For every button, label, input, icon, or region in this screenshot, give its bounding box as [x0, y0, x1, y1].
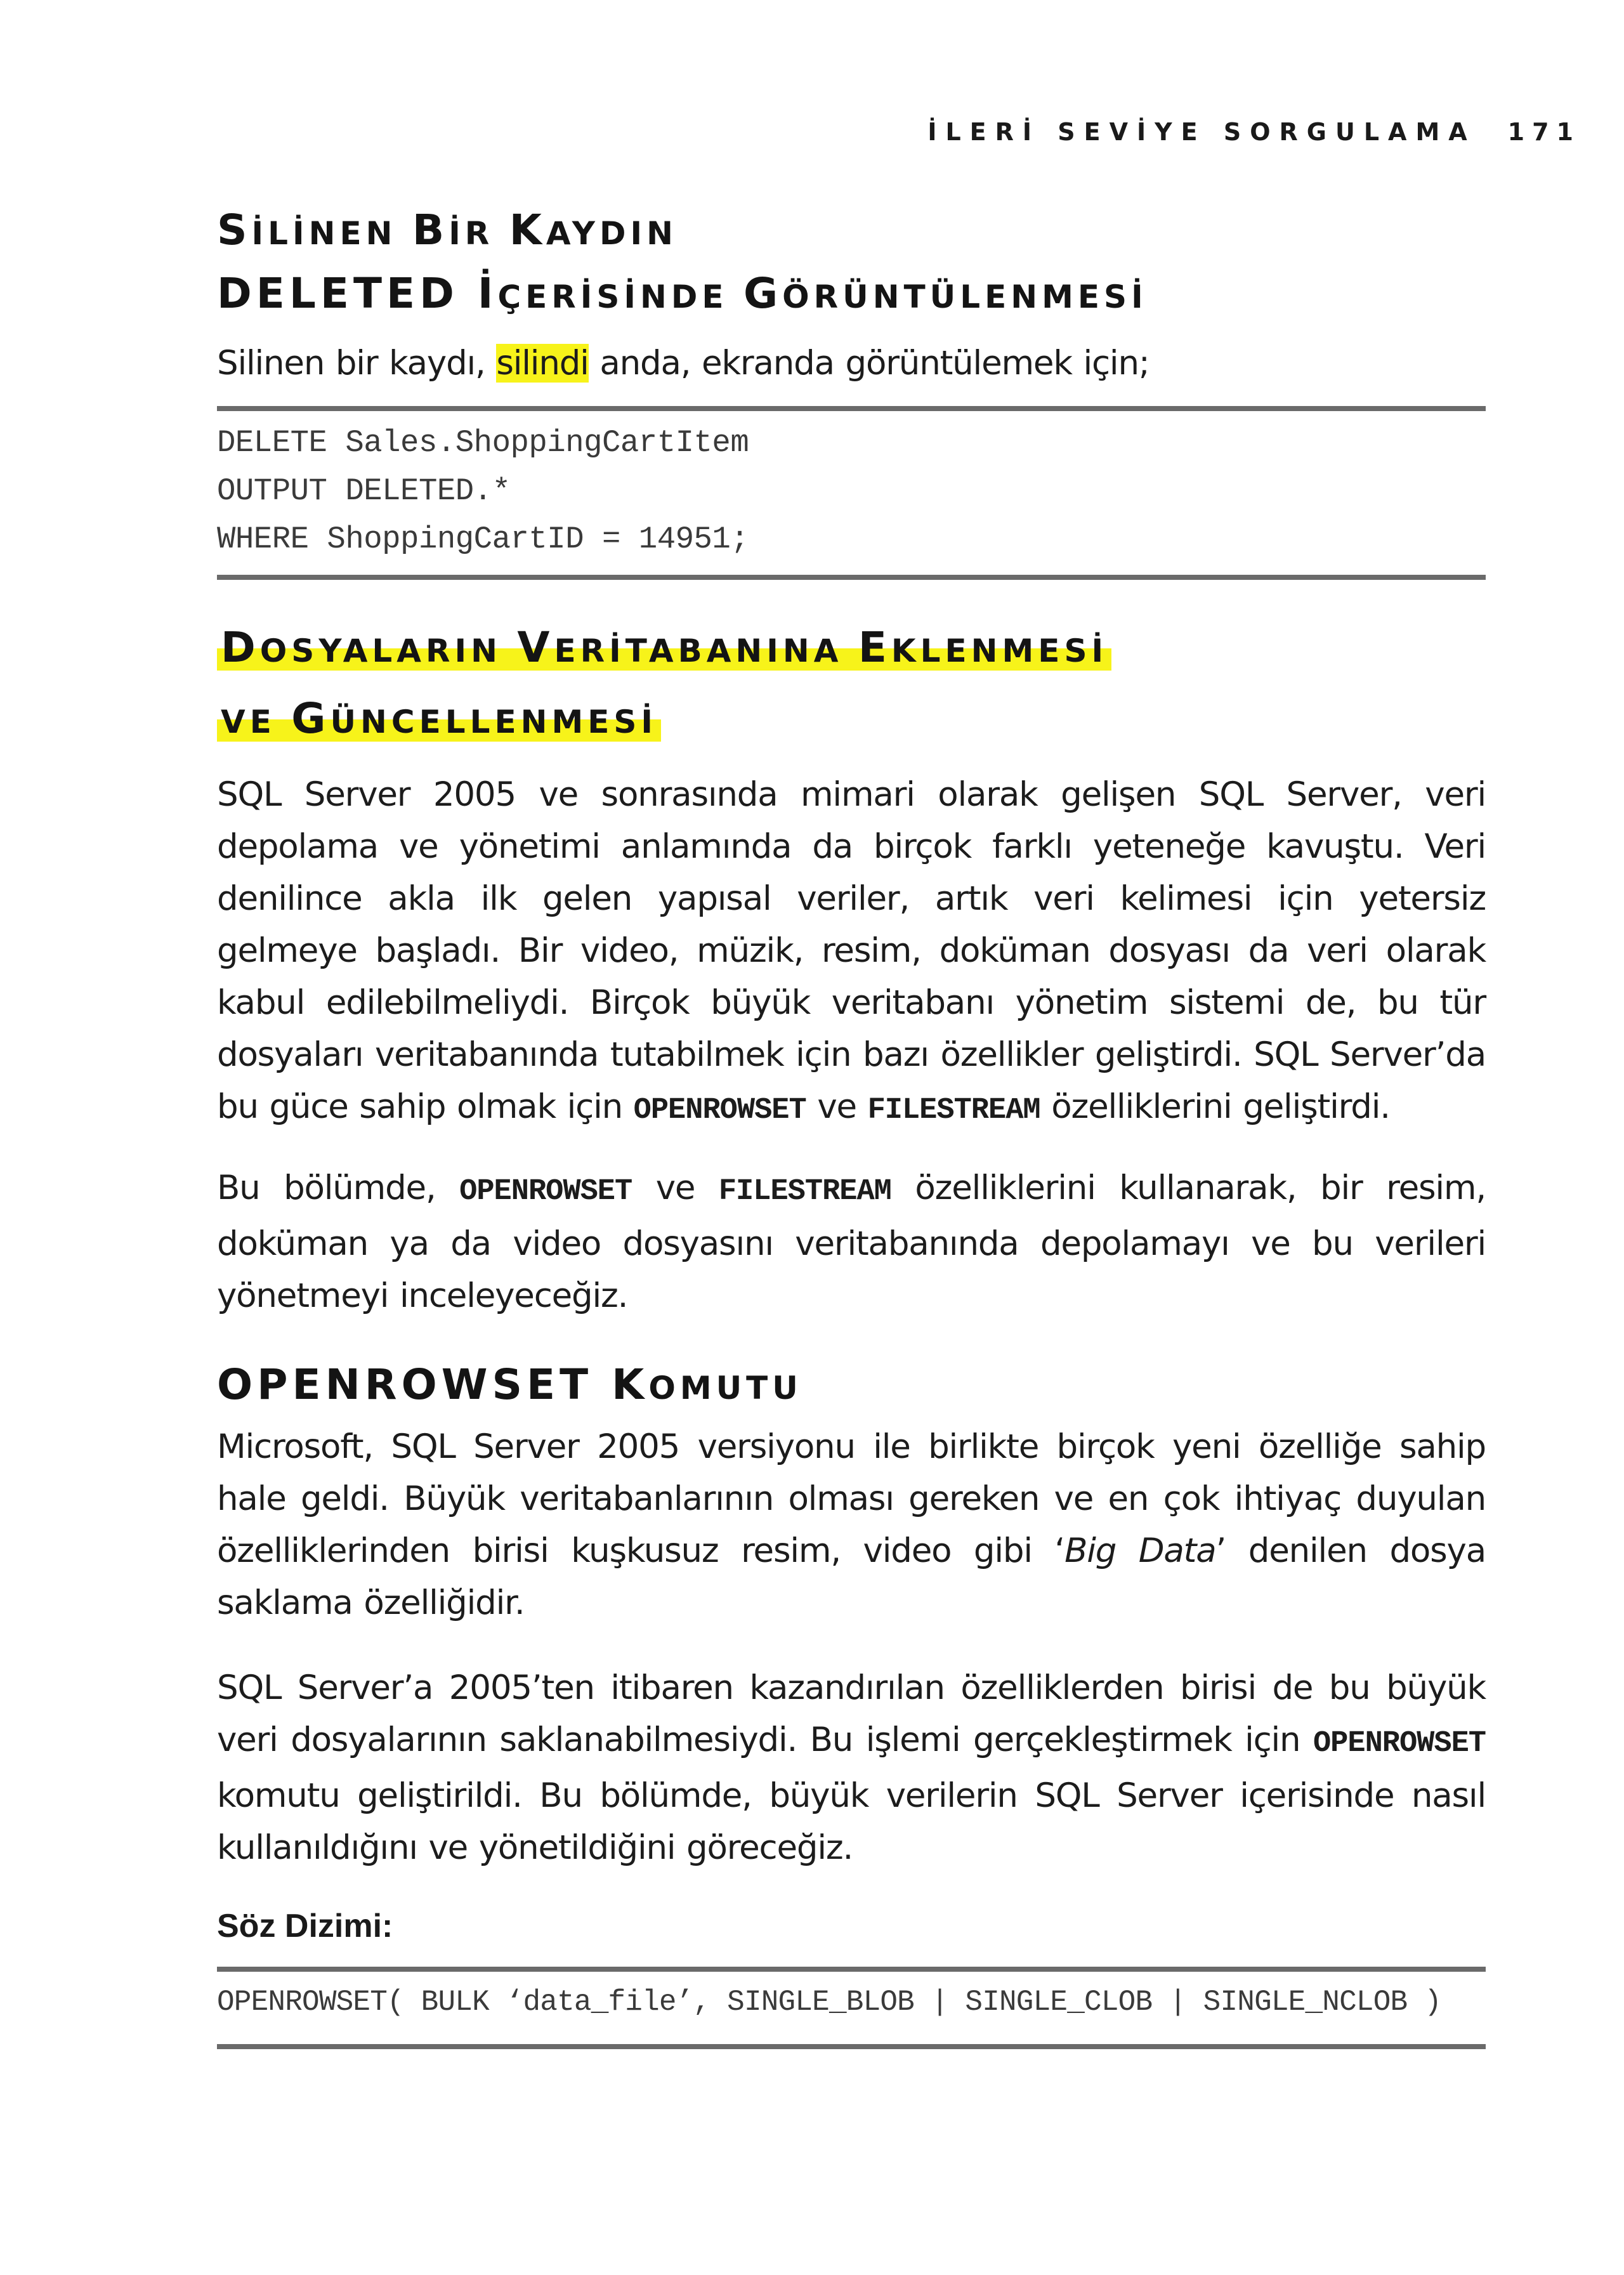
deleted-intro-after: anda, ekranda görüntülemek için; [588, 344, 1149, 383]
deleted-intro [217, 338, 1486, 390]
heading-capital: E [858, 623, 891, 672]
heading-small-caps: AYDIN [546, 215, 678, 252]
openrowset-paragraph-1-start: Microsoft, SQL Server 2005 versiyonu ile birlikte birçok yeni özelliğe sahip hale geldi. Büyük veritabanlarının olması gereken ve en çok ihtiyaç duyulan özelliklerinden birisi kuşkusuz resim, video gibi ‘ [217, 1427, 1486, 1570]
code-block-bottom-rule [217, 575, 1486, 580]
openrowset-paragraph-2 [217, 1662, 1486, 1874]
inline-code-filestream: FILESTREAM [867, 1094, 1040, 1127]
files-paragraph-2-mid: ve [632, 1169, 719, 1207]
running-header [927, 118, 1581, 146]
heading-small-caps: İLİNEN [251, 215, 412, 252]
highlighted-heading-line1 [217, 623, 1111, 672]
heading-small-caps: VE [221, 704, 292, 740]
heading-small-caps: ÇERİSİNDE [497, 279, 743, 315]
heading-small-caps: OMUTU [648, 1370, 802, 1406]
heading-small-caps: İR [449, 215, 509, 252]
syntax-code: OPENROWSET( BULK ‘data_file’, SINGLE_BLOB | SINGLE_CLOB | SINGLE_NCLOB ) [217, 1986, 1441, 2019]
heading-capital: G [291, 694, 331, 743]
heading-capital: DELETED [217, 269, 478, 318]
inline-code-openrowset: OPENROWSET [1313, 1727, 1486, 1760]
openrowset-paragraph-2-end: komutu geliştirildi. Bu bölümde, büyük verilerin SQL Server içerisinde nasıl kullanıldığını ve yönetildiğini göreceğiz. [217, 1776, 1486, 1867]
files-paragraph-2-start: Bu bölümde, [217, 1169, 460, 1207]
heading-small-caps: KLENMESİ [891, 633, 1108, 669]
inline-code-openrowset: OPENROWSET [459, 1175, 632, 1209]
code-line: WHERE ShoppingCartID = 14951; [217, 521, 749, 557]
openrowset-paragraph-1-end: ’ denilen dosya saklama özelliğidir. [217, 1531, 1486, 1622]
files-paragraph-2 [217, 1162, 1486, 1322]
heading-capital: V [517, 623, 554, 672]
syntax-block-top-rule [217, 1967, 1486, 1972]
section-heading-files-line1 [217, 623, 1111, 672]
heading-capital: OPENROWSET [217, 1360, 612, 1409]
section-heading-deleted-line1 [217, 206, 678, 254]
openrowset-paragraph-2-start: SQL Server’a 2005’ten itibaren kazandırılan özelliklerden birisi de bu büyük veri dosyalarının saklanabilmesiydi. Bu işlemi gerçekleştirmek için [217, 1669, 1486, 1759]
highlighted-word: silindi [496, 344, 589, 383]
files-paragraph-1-text: SQL Server 2005 ve sonrasında mimari olarak gelişen SQL Server, veri depolama ve yönetimi anlamında da birçok farklı yeteneğe kavuştu. Veri denilince akla ilk gelen yapısal veriler, artık veri kelimesi için yetersiz gelmeye başladı. Bir video, müzik, resim, doküman dosyası da veri olarak kabul edilebilmeliydi. Birçok büyük veritabanı yönetim sistemi de, bu tür dosyaları veritabanında tutabilmek için bazı özellikler geliştirdi. SQL Server’da bu güce sahip olmak için [217, 775, 1486, 1126]
running-header-title: İLERİ SEVİYE SORGULAMA [927, 118, 1476, 146]
syntax-label: Söz Dizimi: [217, 1908, 393, 1944]
heading-small-caps: ÜNCELLENMESİ [330, 704, 657, 740]
code-line: DELETE Sales.ShoppingCartItem [217, 425, 749, 461]
heading-capital: D [221, 623, 260, 672]
section-heading-files-line2 [217, 694, 661, 743]
page-number: 171 [1507, 118, 1581, 146]
files-paragraph-1-end: özelliklerini geliştirdi. [1040, 1087, 1390, 1126]
highlighted-heading-line2 [217, 694, 661, 743]
heading-capital: K [509, 206, 546, 254]
heading-capital: İ [477, 269, 498, 318]
openrowset-paragraph-1 [217, 1421, 1486, 1629]
deleted-intro-before: Silinen bir kaydı, [217, 344, 497, 383]
heading-small-caps: ÖRÜNTÜLENMESİ [782, 279, 1148, 315]
heading-capital: B [412, 206, 449, 254]
italic-term: Big Data [1064, 1531, 1216, 1570]
files-paragraph-2-end: özelliklerini kullanarak, bir resim, doküman ya da video dosyasını veritabanında depolamayı ve bu verileri yönetmeyi inceleyeceğiz. [217, 1169, 1486, 1315]
inline-code-openrowset: OPENROWSET [633, 1094, 806, 1127]
files-paragraph-1 [217, 769, 1486, 1137]
inline-code-filestream: FILESTREAM [718, 1175, 891, 1209]
section-heading-deleted-line2 [217, 269, 1148, 318]
heading-small-caps: ERİTABANINA [554, 633, 858, 669]
syntax-block-bottom-rule [217, 2044, 1486, 2049]
files-paragraph-1-mid: ve [806, 1087, 868, 1126]
section-heading-openrowset [217, 1360, 802, 1409]
heading-capital: S [217, 206, 252, 254]
heading-capital: K [612, 1360, 649, 1409]
heading-capital: G [743, 269, 783, 318]
heading-small-caps: OSYALARIN [259, 633, 518, 669]
code-line: OUTPUT DELETED.* [217, 473, 511, 509]
code-block-top-rule [217, 406, 1486, 411]
